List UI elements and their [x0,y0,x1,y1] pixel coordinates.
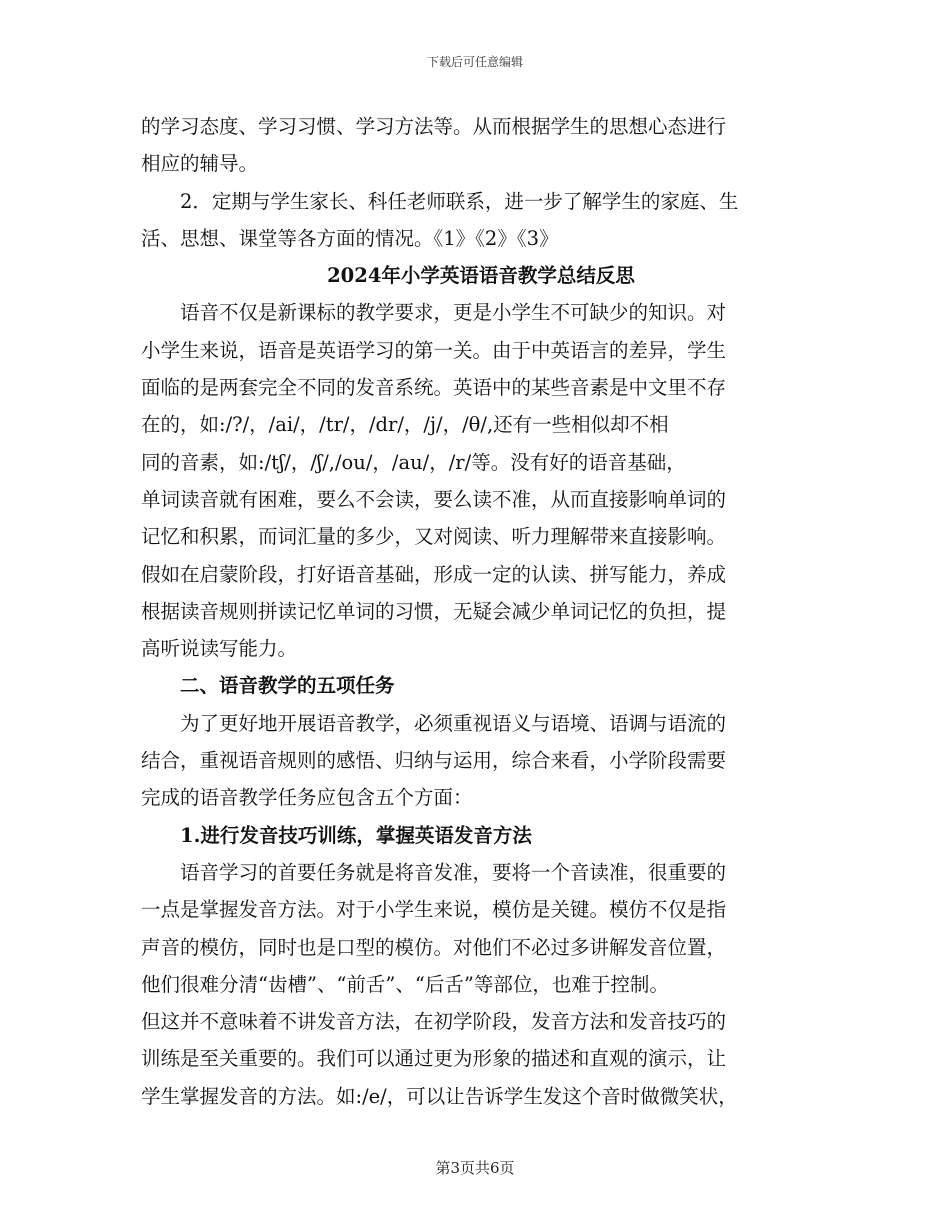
paragraph-line: 声音的模仿，同时也是口型的模仿。对他们不必过多讲解发音位置， [141,935,727,959]
paragraph-line: 为了更好地开展语音教学，必须重视语义与语境、语调与语流的 [180,711,727,735]
paragraph-line: 相应的辅导。 [141,152,259,176]
paragraph-line: 小学生来说，语音是英语学习的第一关。由于中英语言的差异，学生 [141,338,727,362]
paragraph-line: 语音学习的首要任务就是将音发准，要将一个音读准，很重要的 [180,860,727,884]
paragraph-line: 一点是掌握发音方法。对于小学生来说，模仿是关键。模仿不仅是指 [141,898,727,922]
paragraph-line: 2．定期与学生家长、科任老师联系，进一步了解学生的家庭、生 [180,189,739,213]
document-body [141,108,821,1115]
paragraph-line: 的学习态度、学习习惯、学习方法等。从而根据学生的思想心态进行 [141,115,727,138]
document-title: 2024年小学英语语音教学总结反思 [327,264,635,288]
sub-heading: 1.进行发音技巧训练，掌握英语发音方法 [180,823,532,847]
paragraph-line: 同的音素，如:/tʃ/，/ʃ/,/ou/，/au/，/r/等。没有好的语音基础， [141,450,686,474]
section-heading: 二、语音教学的五项任务 [180,674,395,698]
paragraph-line: 训练是至关重要的。我们可以通过更为形象的描述和直观的演示，让 [141,1047,727,1071]
paragraph-line: 活、思想、课堂等各方面的情况。《1》《2》《3》 [141,226,559,250]
paragraph-line: 但这并不意味着不讲发音方法，在初学阶段，发音方法和发音技巧的 [141,1010,727,1034]
paragraph-line: 根据读音规则拼读记忆单词的习惯，无疑会减少单词记忆的负担，提 [141,599,727,623]
paragraph-line: 单词读音就有困难，要么不会读，要么读不准，从而直接影响单词的 [141,487,727,511]
paragraph-line: 在的，如:/?/，/ai/，/tr/，/dr/，/j/，/θ/,还有一些相似却不相 [141,413,669,437]
paragraph-line: 记忆和积累，而词汇量的多少，又对阅读、听力理解带来直接影响。 [141,525,727,549]
paragraph-line: 面临的是两套完全不同的发音系统。英语中的某些音素是中文里不存 [141,376,727,400]
page-header: 下载后可任意编辑 [426,55,523,69]
paragraph-line: 他们很难分清“齿槽”、“前舌”、“后舌”等部位，也难于控制。 [141,972,669,996]
page-footer: 第3页共6页 [435,1159,515,1177]
paragraph-line: 语音不仅是新课标的教学要求，更是小学生不可缺少的知识。对 [180,301,727,325]
paragraph-line: 高听说读写能力。 [141,637,298,661]
paragraph-line: 结合，重视语音规则的感悟、归纳与运用，综合来看，小学阶段需要 [141,749,727,773]
paragraph-line: 完成的语音教学任务应包含五个方面： [141,786,473,810]
paragraph-line: 学生掌握发音的方法。如:/e/，可以让告诉学生发这个音时做微笑状， [141,1084,738,1108]
paragraph-line: 假如在启蒙阶段，打好语音基础，形成一定的认读、拼写能力，养成 [141,562,727,586]
